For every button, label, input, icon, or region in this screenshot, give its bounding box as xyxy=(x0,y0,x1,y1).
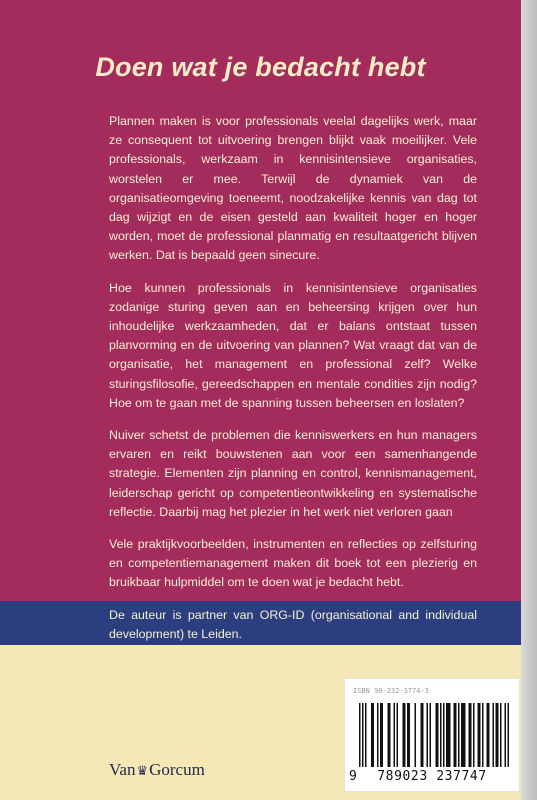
barcode-bar xyxy=(496,703,499,767)
barcode-bars xyxy=(359,703,509,767)
barcode-bar xyxy=(415,703,417,767)
barcode-bar xyxy=(487,703,490,767)
cover-title: Doen wat je bedacht hebt xyxy=(95,52,426,82)
barcode-bar xyxy=(407,703,410,767)
barcode-digits: 789023 237747 xyxy=(377,769,487,784)
barcode-bar xyxy=(454,703,457,767)
blurb-paragraph: Nuiver schetst de problemen die kenniswerkers en hun managers ervaren en reikt bouwstenen aan voor een samenhangende strategie. Elementen zijn planning en control, kennismanagement, leiderschap gericht op competentieontwikkeling en systematische reflectie. Daarbij mag het plezier in het werk niet verloren gaan xyxy=(109,428,477,519)
barcode-bar xyxy=(388,703,391,767)
barcode-bar xyxy=(493,703,495,767)
barcode-bar xyxy=(377,703,379,767)
barcode-bar xyxy=(421,703,424,767)
blurb-paragraph: Plannen maken is voor professionals veelal dagelijks werk, maar ze consequent tot uitvoering brengen blijkt vaak moeilijker. Vele professionals, werkzaam in kennisintensieve organisaties, worstelen er mee. Terwijl de dynamiek van de organisatieomgeving toeneemt, noodzakelijke kennis van dag tot dag wijzigt en de eisen gesteld aan kwaliteit hoger en hoger worden, moet de professional planmatig en resultaatgericht blijven werken. Dat is bepaald geen sinecure. xyxy=(109,114,477,263)
barcode-bar xyxy=(403,703,406,767)
barcode-bar xyxy=(430,703,432,767)
page-edge xyxy=(521,0,537,800)
barcode-bar xyxy=(380,703,383,767)
barcode-bar xyxy=(359,703,361,767)
barcode-bar xyxy=(473,703,475,767)
barcode-bar xyxy=(436,703,439,767)
blurb-paragraph: Hoe kunnen professionals in kennisintensieve organisaties zodanige sturing geven aan en beheersing krijgen over hun inhoudelijke werkzaamheden, dat er balans ontstaat tussen planvorming en de uitvoering van plannen? Wat vraagt dat van de organisatie, het management en professional zelf? Welke sturingsfilosofie, gereedschappen en mentale condities zijn nodig? Hoe om te gaan met de spanning tussen beheersen en loslaten? xyxy=(109,280,477,410)
barcode-bar xyxy=(440,703,442,767)
barcode-bar xyxy=(427,703,429,767)
barcode-bar xyxy=(500,703,502,767)
barcode-bar xyxy=(394,703,396,767)
barcode-bar xyxy=(478,703,481,767)
barcode-bar xyxy=(505,703,507,767)
isbn-small-text: ISBN 90-232-3774-3 xyxy=(353,687,429,695)
barcode-bar xyxy=(508,703,510,767)
publisher-logo xyxy=(109,760,205,780)
barcode-bar xyxy=(469,703,472,767)
barcode-bar xyxy=(365,703,367,767)
barcode-bar xyxy=(446,703,451,767)
publisher-name-right: Gorcum xyxy=(149,760,205,779)
barcode-lead-digit: 9 xyxy=(349,769,357,784)
blurb-paragraph: Vele praktijkvoorbeelden, instrumenten en reflecties op zelfsturing en competentiemanagement maken dit boek tot een plezierig en bruikbaar hulpmiddel om te doen wat je bedacht hebt. xyxy=(109,537,477,590)
barcode-bar xyxy=(443,703,445,767)
blurb-paragraph: De auteur is partner van ORG-ID (organisational and individual development) te Leiden. xyxy=(109,607,477,641)
publisher-name-left: Van xyxy=(109,760,136,779)
barcode-bar xyxy=(461,703,466,767)
barcode-bar xyxy=(371,703,374,767)
crown-icon: ♛ xyxy=(136,763,149,778)
barcode-bar xyxy=(458,703,460,767)
barcode-label xyxy=(344,678,520,792)
barcode-bar xyxy=(397,703,399,767)
barcode-bar xyxy=(362,703,364,767)
barcode-bar xyxy=(482,703,484,767)
blurb xyxy=(109,112,477,657)
